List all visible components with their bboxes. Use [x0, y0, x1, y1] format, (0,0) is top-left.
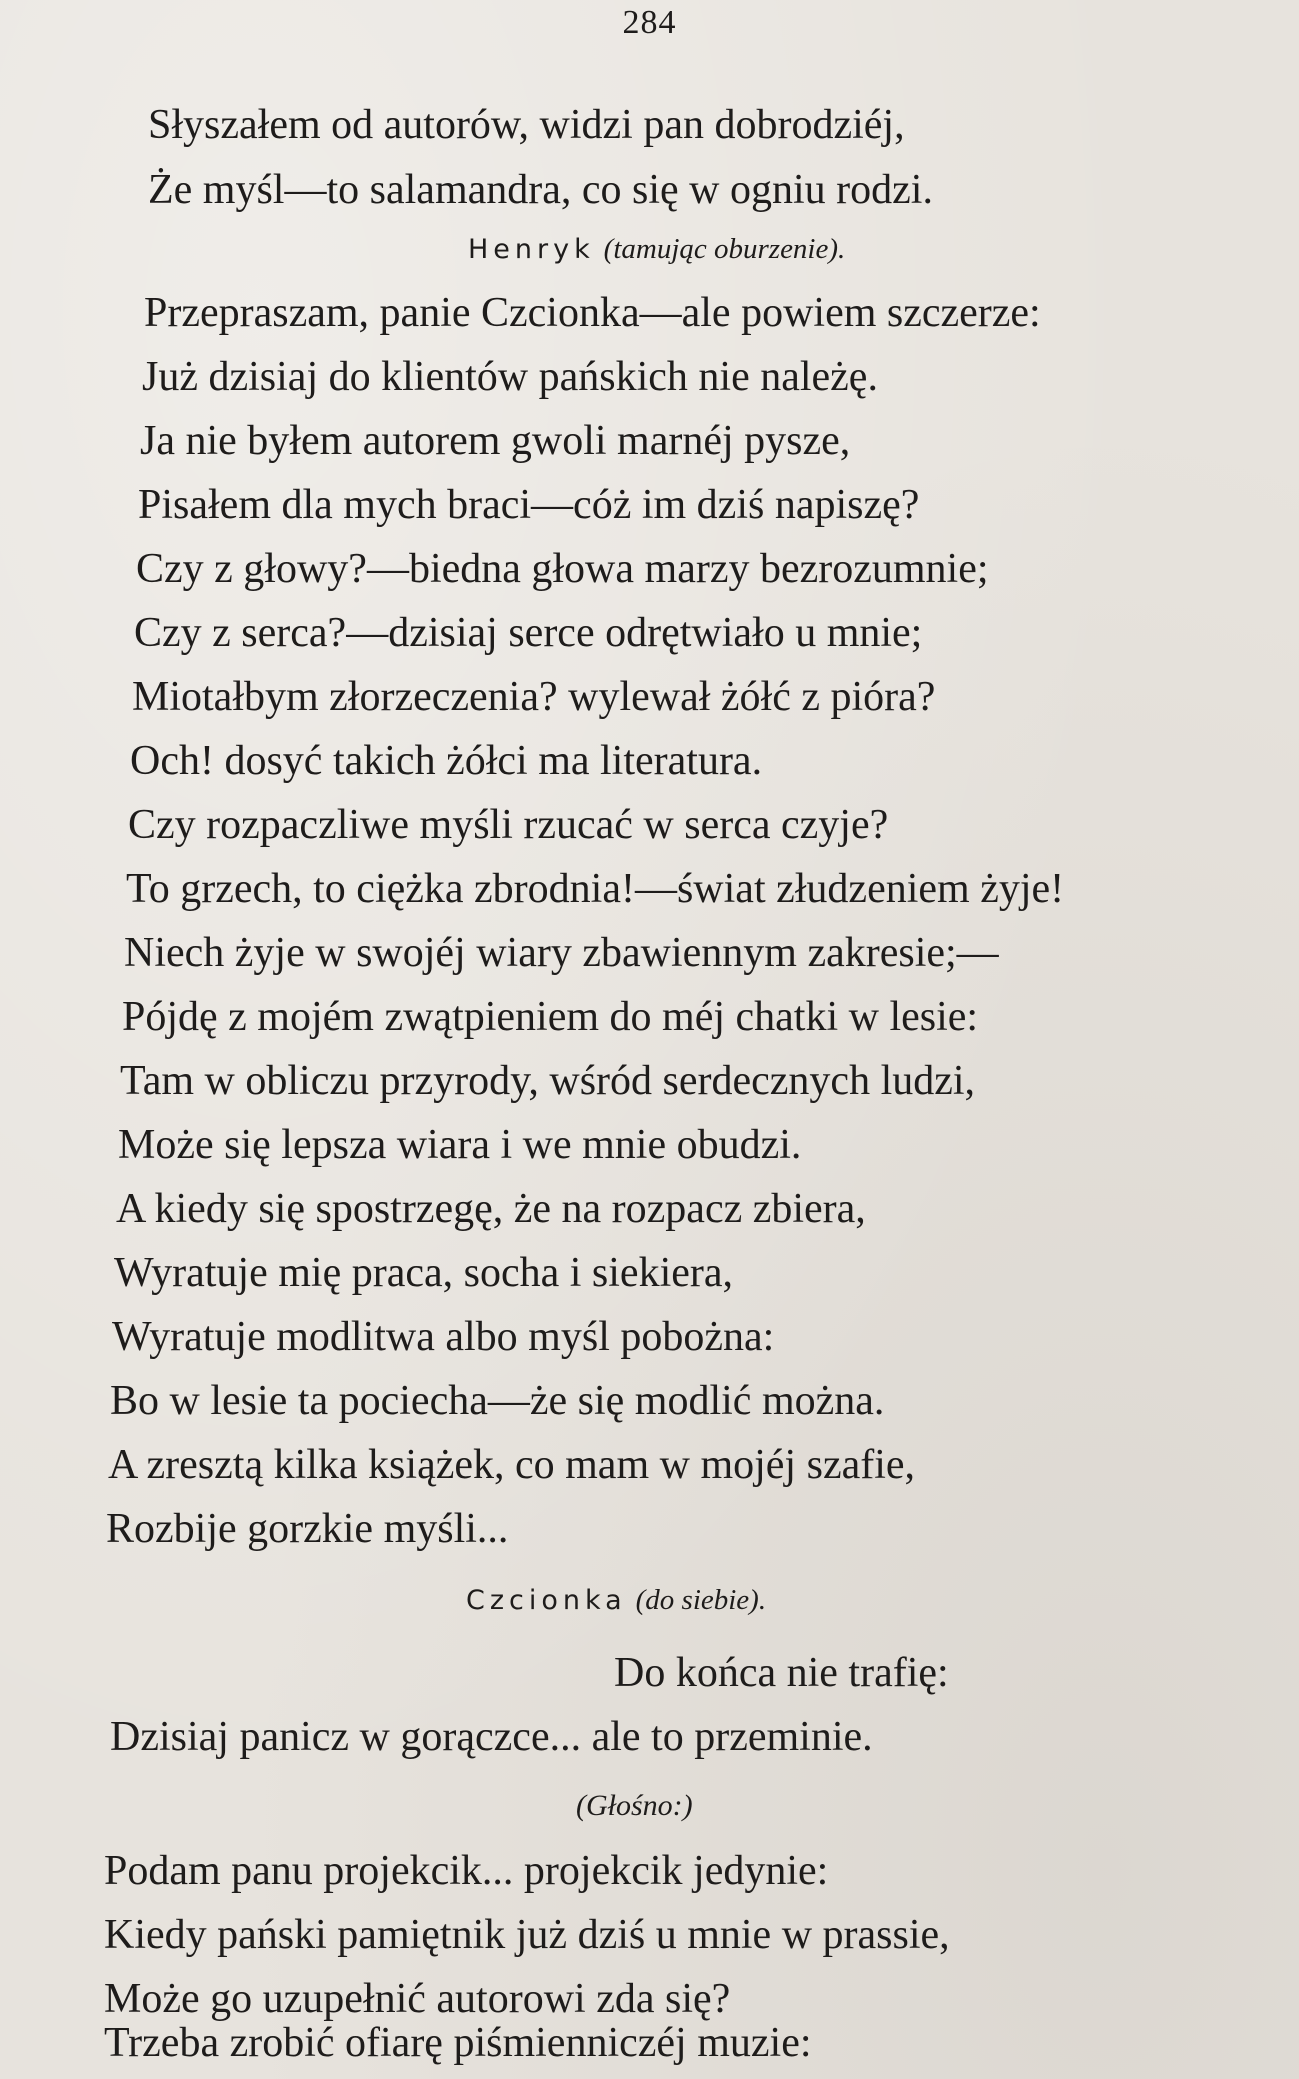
- verse-line: Słyszałem od autorów, widzi pan dobrodziéj,: [148, 102, 905, 148]
- verse-line: Miotałbym złorzeczenia? wylewał żółć z pióra?: [132, 674, 936, 720]
- speaker-name: Czcionka: [466, 1585, 627, 1616]
- verse-line: Kiedy pański pamiętnik już dziś u mnie w prassie,: [104, 1912, 950, 1958]
- verse-line: Czy z głowy?—biedna głowa marzy bezrozumnie;: [136, 546, 989, 592]
- verse-line: Że myśl—to salamandra, co się w ogniu rodzi.: [148, 167, 933, 213]
- verse-line: Podam panu projekcik... projekcik jedynie:: [104, 1848, 829, 1894]
- stage-direction: (Głośno:): [576, 1789, 693, 1822]
- verse-line: Tam w obliczu przyrody, wśród serdecznych ludzi,: [120, 1058, 976, 1104]
- verse-line: Już dzisiaj do klientów pańskich nie należę.: [142, 354, 878, 400]
- speaker-heading: [468, 229, 845, 270]
- verse-line: Dzisiaj panicz w gorączce... ale to przeminie.: [110, 1714, 873, 1760]
- verse-line: Pisałem dla mych braci—cóż im dziś napiszę?: [138, 482, 920, 528]
- verse-line: Może go uzupełnić autorowi zda się?: [104, 1976, 731, 2022]
- speaker-name: Henryk: [468, 234, 595, 265]
- verse-line: Pójdę z mojém zwątpieniem do méj chatki w lesie:: [122, 994, 979, 1040]
- verse-line: Trzeba zrobić ofiarę piśmienniczéj muzie:: [104, 2020, 812, 2066]
- verse-line: Do końca nie trafię:: [614, 1650, 949, 1696]
- verse-line: Wyratuje mię praca, socha i siekiera,: [114, 1250, 734, 1296]
- verse-line: Och! dosyć takich żółci ma literatura.: [130, 738, 763, 784]
- verse-line: Czy z serca?—dzisiaj serce odrętwiało u mnie;: [134, 610, 923, 656]
- verse-line: Wyratuje modlitwa albo myśl pobożna:: [112, 1314, 775, 1360]
- verse-line: Rozbije gorzkie myśli...: [106, 1506, 509, 1552]
- verse-line: A kiedy się spostrzegę, że na rozpacz zbiera,: [116, 1186, 866, 1232]
- verse-line: Bo w lesie ta pociecha—że się modlić można.: [110, 1378, 885, 1424]
- page-number: 284: [622, 4, 677, 41]
- verse-line: Czy rozpaczliwe myśli rzucać w serca czyje?: [128, 802, 889, 848]
- verse-line: Może się lepsza wiara i we mnie obudzi.: [118, 1122, 802, 1168]
- verse-line: A zresztą kilka książek, co mam w mojéj szafie,: [108, 1442, 916, 1488]
- verse-line: Przepraszam, panie Czcionka—ale powiem szczerze:: [144, 290, 1041, 336]
- stage-direction-line: [576, 1786, 693, 1826]
- verse-line: Niech żyje w swojéj wiary zbawiennym zakresie;—: [124, 930, 999, 976]
- stage-direction: (tamując oburzenie).: [603, 233, 846, 265]
- speaker-heading: [466, 1580, 766, 1621]
- verse-line: Ja nie byłem autorem gwoli marnéj pysze,: [140, 418, 851, 464]
- verse-line: To grzech, to ciężka zbrodnia!—świat złudzeniem żyje!: [126, 866, 1065, 912]
- stage-direction: (do siebie).: [635, 1584, 767, 1616]
